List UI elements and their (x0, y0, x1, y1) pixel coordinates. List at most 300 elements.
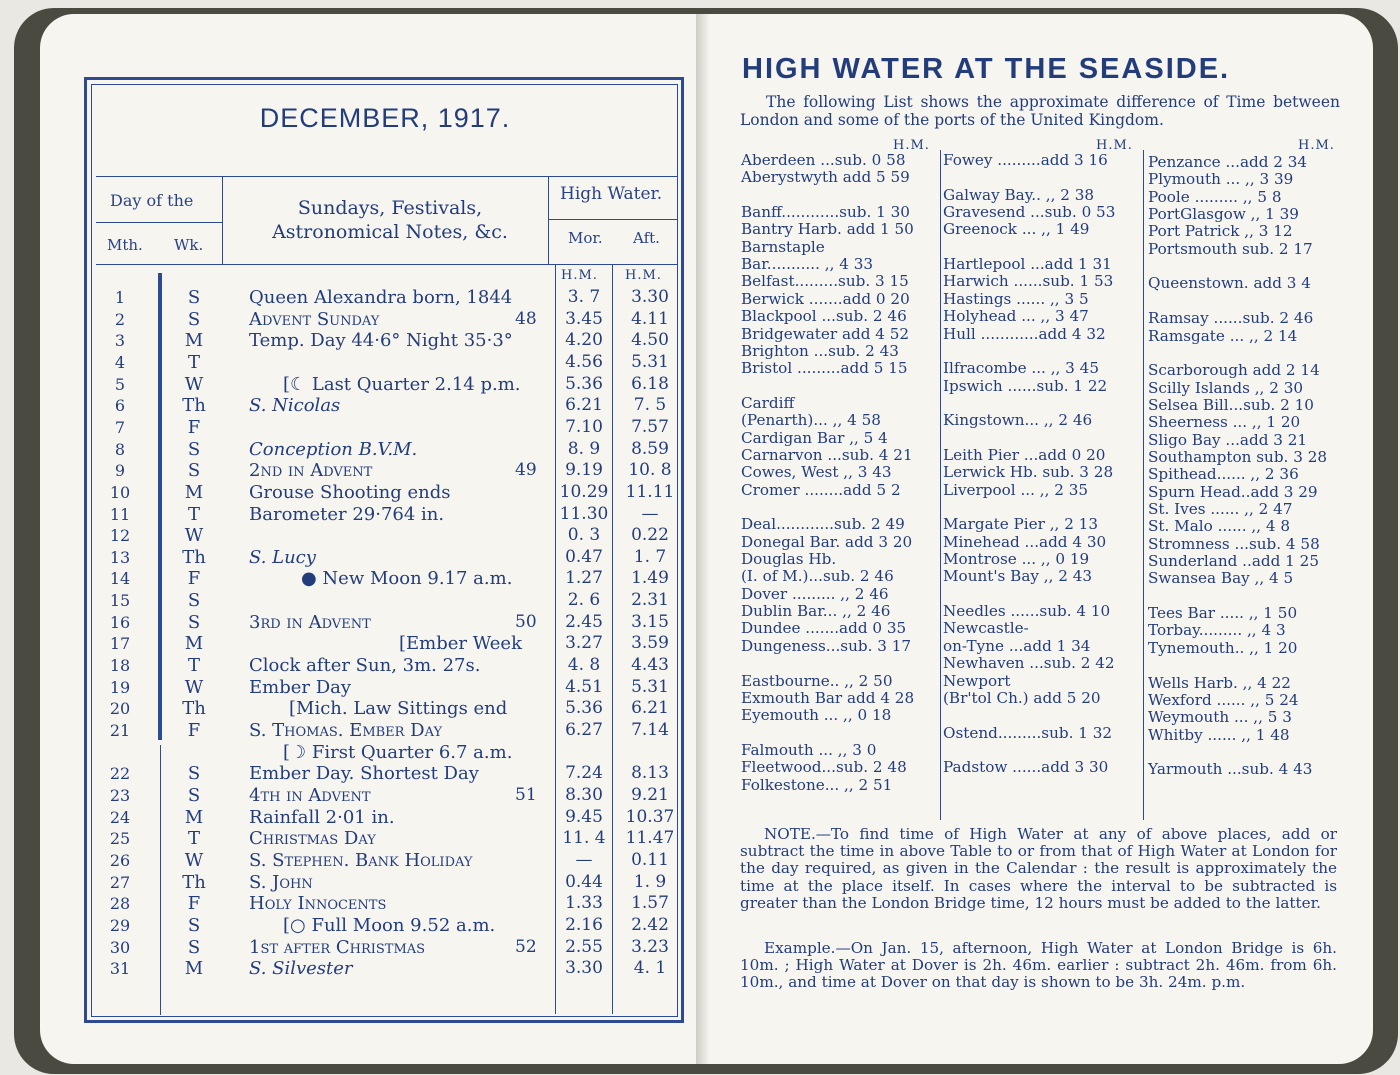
port-entry: Dublin Bar... ,, 2 46 (741, 602, 891, 621)
day-of-week: S (187, 936, 201, 958)
calendar-row (0, 504, 700, 525)
port-col-divider-2 (1143, 150, 1144, 820)
port-entry: Southampton sub. 3 28 (1148, 447, 1328, 466)
port-entry: Greenock ... ,, 1 49 (943, 220, 1090, 239)
calendar-note: Temp. Day 44·6° Night 35·3° (249, 330, 513, 352)
high-water-afternoon: 8.59 (631, 438, 669, 459)
day-of-week: S (187, 914, 201, 936)
port-entry: Bristol .........add 5 15 (741, 359, 908, 378)
high-water-afternoon: 4.50 (631, 330, 669, 351)
day-of-week: T (187, 828, 200, 850)
day-of-month: 8 (114, 439, 126, 459)
calendar-row (0, 720, 700, 741)
high-water-morning: 6.21 (565, 395, 603, 416)
port-entry: Portsmouth sub. 2 17 (1148, 239, 1313, 258)
hw-header-mid-rule (548, 219, 678, 220)
day-of-week: S (187, 590, 201, 612)
calendar-row (0, 937, 700, 958)
port-entry: Aberystwyth add 5 59 (741, 168, 910, 187)
high-water-morning: 4.51 (565, 676, 603, 697)
calendar-note: [Mich. Law Sittings end (289, 698, 508, 720)
day-of-month: 19 (109, 677, 131, 697)
mor-label: Mor. (568, 229, 603, 247)
day-of-month: 25 (109, 829, 131, 849)
day-of-week: W (184, 525, 204, 547)
calendar-note: Ember Day (249, 676, 352, 698)
sunday-number: 49 (515, 460, 537, 481)
day-of-the-label: Day of the (110, 191, 194, 210)
port-entry: Minehead ...add 4 30 (943, 532, 1107, 551)
day-of-week: F (187, 893, 201, 915)
port-entry: Gravesend ...sub. 0 53 (943, 203, 1116, 222)
day-of-month: 3 (114, 331, 126, 351)
sundays-header-line2: Astronomical Notes, &c. (272, 221, 508, 243)
port-entry: St. Ives ...... ,, 2 47 (1148, 500, 1293, 518)
day-of-week: S (187, 763, 201, 785)
port-entry: Wells Harb. ,, 4 22 (1148, 673, 1291, 692)
port-entry: Donegal Bar. add 3 20 (741, 532, 913, 551)
port-entry: Falmouth ... ,, 3 0 (741, 740, 877, 759)
port-entry: Ramsgate ... ,, 2 14 (1148, 326, 1298, 345)
high-water-afternoon: 3.59 (631, 633, 669, 654)
port-entry: on-Tyne ...add 1 34 (943, 636, 1091, 655)
calendar-note: 1st after Christmas (249, 936, 426, 958)
port-entry: Needles ......sub. 4 10 (943, 602, 1111, 621)
high-water-morning: 7.10 (565, 416, 603, 437)
calendar-row (0, 482, 700, 503)
high-water-morning: 4. 8 (567, 655, 601, 676)
calendar-note: Barometer 29·764 in. (249, 503, 445, 525)
day-of-week: W (184, 676, 204, 698)
day-of-week: M (184, 958, 204, 980)
high-water-afternoon: 4. 1 (633, 958, 667, 979)
high-water-morning: 0.47 (565, 546, 603, 567)
port-entry: Folkestone... ,, 2 51 (741, 775, 893, 794)
high-water-afternoon: — (641, 503, 659, 524)
high-water-afternoon: 7.14 (631, 720, 669, 740)
port-entry: Newport (943, 671, 1011, 690)
calendar-note: 2nd in Advent (249, 460, 373, 482)
calendar-note: S. Lucy (249, 546, 316, 568)
high-water-morning: — (575, 849, 593, 870)
day-of-month: 31 (109, 959, 131, 979)
calendar-note: 4th in Advent (249, 784, 371, 806)
port-entry: Spurn Head..add 3 29 (1148, 482, 1318, 501)
port-entry: Sheerness ... ,, 1 20 (1148, 413, 1301, 432)
port-entry: Tynemouth.. ,, 1 20 (1148, 638, 1298, 657)
calendar-row (0, 785, 700, 806)
high-water-afternoon: 10. 8 (628, 460, 672, 481)
calendar-note: [○ Full Moon 9.52 a.m. (283, 914, 496, 936)
seaside-example: Example.—On Jan. 15, afternoon, High Water at London Bridge is 6h. 10m. ; High Water at Dover is 2h. 46m. earlier : subtract 2h. 46m. from 6h. 10m., and time at Dover on that day is shown to be 3h. 24m. p.m. (740, 939, 1337, 992)
port-col-divider-1 (940, 150, 941, 820)
day-of-week: F (187, 720, 201, 741)
high-water-morning: 11.30 (559, 503, 609, 524)
port-entry: Deal............sub. 2 49 (741, 515, 905, 534)
port-entry: Bar........... ,, 4 33 (741, 255, 874, 274)
calendar-row (0, 287, 700, 308)
port-entry: Newcastle- (943, 619, 1029, 638)
calendar-row (0, 374, 700, 395)
port-entry: Banff............sub. 1 30 (741, 203, 910, 222)
day-of-week: M (184, 633, 204, 655)
high-water-morning: 4.20 (565, 330, 603, 351)
calendar-title: DECEMBER, 1917. (259, 103, 511, 133)
port-entry: Holyhead ... ,, 3 47 (943, 307, 1089, 326)
high-water-afternoon: 4.43 (631, 655, 669, 676)
day-of-week: W (184, 849, 204, 871)
port-entry: Tees Bar ..... ,, 1 50 (1148, 604, 1298, 623)
calendar-note: 3rd in Advent (249, 611, 371, 633)
day-of-month: 24 (109, 807, 131, 827)
calendar-row (0, 612, 700, 633)
day-of-week: T (187, 655, 200, 677)
port-entry: (Penarth)... ,, 4 58 (741, 411, 881, 430)
port-entry: Hull ............add 4 32 (943, 324, 1106, 343)
day-of-week: W (184, 373, 204, 395)
port-entry: Exmouth Bar add 4 28 (741, 688, 915, 707)
day-of-month: 28 (109, 894, 131, 914)
calendar-note: Grouse Shooting ends (249, 481, 451, 503)
day-of-week: M (184, 806, 204, 828)
day-of-month: 21 (109, 721, 131, 740)
port-entry: Dungeness...sub. 3 17 (741, 636, 912, 655)
port-entry: Ostend.........sub. 1 32 (943, 723, 1113, 742)
high-water-afternoon: 9.21 (631, 784, 669, 805)
port-entry: Bantry Harb. add 1 50 (741, 220, 914, 239)
day-header-divider (222, 176, 223, 264)
day-of-month: 9 (114, 461, 126, 481)
port-entry: (Br'tol Ch.) add 5 20 (943, 688, 1101, 707)
high-water-morning: 3.27 (565, 633, 603, 654)
aft-hm-label: H.M. (625, 268, 662, 283)
high-water-morning: 9.19 (565, 460, 603, 481)
calendar-row (0, 677, 700, 698)
high-water-afternoon: 2.42 (631, 914, 669, 935)
sunday-number: 50 (515, 611, 537, 632)
day-of-month: 11 (109, 504, 131, 524)
calendar-row (0, 915, 700, 936)
calendar-row (0, 439, 700, 460)
calendar-row (0, 807, 700, 828)
mth-label: Mth. (107, 236, 143, 254)
port-entry: Ipswich ......sub. 1 22 (943, 376, 1108, 395)
port-entry: Dover ......... ,, 2 46 (741, 584, 889, 603)
day-of-month: 5 (114, 374, 126, 394)
high-water-morning: 6.27 (565, 720, 603, 740)
port-entry: Poole ......... ,, 5 8 (1148, 187, 1282, 206)
seaside-note: NOTE.—To find time of High Water at any of above places, add or subtract the time in above Table to or from that of High Water at London for the day required, as given in the Calendar : the result is approximately the time at the place itself. In cases where the interval to be subtracted is greater than the London Bridge time, 12 hours must be added to the latter. (740, 825, 1337, 912)
sundays-header (240, 196, 540, 244)
sundays-header-line1: Sundays, Festivals, (297, 197, 483, 219)
calendar-note: ● New Moon 9.17 a.m. (301, 568, 513, 590)
high-water-morning: 0.44 (565, 871, 603, 892)
high-water-afternoon: 7.57 (631, 416, 669, 437)
high-water-afternoon: 6.18 (631, 373, 669, 394)
day-of-week: S (187, 611, 201, 633)
calendar-note: [Ember Week (399, 633, 522, 655)
sunday-number: 51 (515, 784, 537, 805)
port-entry: Dundee .......add 0 35 (741, 619, 907, 638)
calendar-note: Holy Innocents (249, 893, 387, 915)
day-of-month: 7 (114, 417, 126, 437)
high-water-label: High Water. (560, 184, 663, 204)
high-water-morning: 4.56 (565, 351, 603, 372)
port-entry: Spithead...... ,, 2 36 (1148, 465, 1299, 484)
port-entry: Harwich ......sub. 1 53 (943, 272, 1114, 291)
high-water-afternoon: 5.31 (631, 676, 669, 697)
high-water-morning: 5.36 (565, 373, 603, 394)
day-of-month: 17 (109, 634, 131, 654)
port-entry: Brighton ...sub. 2 43 (741, 341, 899, 360)
seaside-title: HIGH WATER AT THE SEASIDE. (742, 53, 1231, 85)
col1-hm-label: H.M. (893, 138, 930, 153)
calendar-note: S. Nicolas (249, 395, 341, 417)
calendar-note: [☾ Last Quarter 2.14 p.m. (283, 373, 521, 395)
calendar-row (0, 958, 700, 979)
calendar-note: S. Stephen. Bank Holiday (249, 849, 473, 871)
calendar-row (0, 330, 700, 351)
calendar-note: Advent Sunday (249, 308, 380, 330)
high-water-afternoon: 5.31 (631, 351, 669, 372)
high-water-morning: 1.27 (565, 568, 603, 589)
high-water-morning: 2.16 (565, 914, 603, 935)
day-of-month: 10 (109, 482, 131, 502)
port-entry: Kingstown... ,, 2 46 (943, 411, 1093, 430)
port-entry: Belfast.........sub. 3 15 (741, 272, 909, 291)
day-of-month: 27 (109, 872, 131, 892)
high-water-morning: 5.36 (565, 698, 603, 719)
calendar-note: S. Silvester (249, 958, 353, 980)
port-entry: Douglas Hb. (741, 550, 837, 569)
port-entry: Stromness ...sub. 4 58 (1148, 534, 1320, 553)
high-water-afternoon: 2.31 (631, 590, 669, 611)
day-header-mid-rule (96, 222, 222, 223)
high-water-morning: 3.45 (565, 308, 603, 329)
day-of-month: 1 (114, 288, 126, 307)
port-entry: Hastings ...... ,, 3 5 (943, 289, 1089, 308)
high-water-afternoon: 1. 7 (633, 546, 667, 567)
sunday-number: 52 (515, 936, 537, 957)
port-entry: Carnarvon ...sub. 4 21 (741, 445, 913, 464)
calendar-row (0, 309, 700, 330)
high-water-morning: 8.30 (565, 784, 603, 805)
calendar-row (0, 763, 700, 784)
port-entry: Scilly Islands ,, 2 30 (1148, 378, 1304, 397)
port-entry: PortGlasgow ,, 1 39 (1148, 205, 1299, 224)
day-of-month: 12 (109, 526, 131, 546)
port-entry: Weymouth ... ,, 5 3 (1148, 708, 1292, 727)
calendar-row (0, 633, 700, 654)
calendar-note: Queen Alexandra born, 1844 (249, 287, 513, 308)
calendar-row (0, 850, 700, 871)
calendar-row (0, 742, 700, 763)
day-of-month: 18 (109, 656, 131, 676)
port-entry: Eastbourne.. ,, 2 50 (741, 671, 893, 690)
port-entry: Bridgewater add 4 52 (741, 324, 910, 343)
port-entry: Montrose ... ,, 0 19 (943, 550, 1090, 569)
day-of-month: 20 (109, 699, 131, 719)
high-water-afternoon: 7. 5 (633, 395, 667, 416)
calendar-note: Ember Day. Shortest Day (249, 763, 479, 785)
day-of-month: 23 (109, 785, 131, 805)
day-of-week: F (187, 416, 201, 438)
port-entry: Wexford ...... ,, 5 24 (1148, 690, 1299, 709)
day-of-month: 2 (114, 309, 126, 329)
port-entry: Ilfracombe ... ,, 3 45 (943, 359, 1099, 378)
day-of-week: T (187, 503, 200, 525)
high-water-afternoon: 4.11 (631, 308, 669, 329)
port-entry: Liverpool ... ,, 2 35 (943, 480, 1089, 499)
day-of-month: 16 (109, 612, 131, 632)
high-water-morning: 8. 9 (567, 438, 601, 459)
port-entry: Berwick .......add 0 20 (741, 289, 910, 308)
calendar-row (0, 460, 700, 481)
high-water-afternoon: 1. 9 (633, 871, 667, 892)
calendar-row (0, 590, 700, 611)
high-water-morning: 2.55 (565, 936, 603, 957)
day-of-week: S (187, 784, 201, 806)
high-water-morning: 10.29 (559, 481, 609, 502)
day-of-week: M (184, 481, 204, 503)
high-water-morning: 1.33 (565, 893, 603, 914)
header-top-rule (96, 176, 678, 177)
port-entry: Hartlepool ...add 1 31 (943, 255, 1112, 274)
high-water-afternoon: 3.23 (631, 936, 669, 957)
calendar-row (0, 395, 700, 416)
high-water-morning: 3.30 (565, 958, 603, 979)
high-water-morning: 7.24 (565, 763, 603, 784)
port-entry: Cowes, West ,, 3 43 (741, 463, 892, 482)
port-entry: Port Patrick ,, 3 12 (1148, 222, 1293, 241)
port-entry: Cardigan Bar ,, 5 4 (741, 428, 888, 447)
day-of-week: M (184, 330, 204, 352)
calendar-note: S. John (249, 871, 313, 893)
port-entry: Barnstaple (741, 237, 825, 256)
col3-hm-label: H.M. (1298, 138, 1335, 153)
port-entry: Margate Pier ,, 2 13 (943, 515, 1099, 534)
seaside-intro: The following List shows the approximate difference of Time between London and some of the ports of the United Kingdom. (740, 93, 1340, 129)
day-of-week: S (187, 287, 201, 308)
day-of-week: S (187, 438, 201, 460)
high-water-afternoon: 8.13 (631, 763, 669, 784)
calendar-row (0, 893, 700, 914)
wk-label: Wk. (174, 236, 204, 254)
high-water-afternoon: 11.11 (625, 481, 675, 502)
calendar-note: Christmas Day (249, 828, 376, 850)
day-of-week: S (187, 308, 201, 330)
mor-hm-label: H.M. (561, 268, 598, 283)
calendar-note: [☽ First Quarter 6.7 a.m. (283, 741, 513, 763)
high-water-afternoon: 6.21 (631, 698, 669, 719)
day-of-month: 14 (109, 569, 131, 589)
high-water-morning: 11. 4 (562, 828, 606, 849)
calendar-row (0, 568, 700, 589)
port-entry: Mount's Bay ,, 2 43 (943, 567, 1093, 586)
high-water-afternoon: 3.15 (631, 611, 669, 632)
port-entry: Ramsay ......sub. 2 46 (1148, 309, 1314, 328)
port-entry: Cardiff (741, 393, 795, 412)
port-entry: St. Malo ...... ,, 4 8 (1148, 517, 1291, 536)
port-entry: Cromer ........add 5 2 (741, 480, 901, 499)
day-of-month: 22 (109, 764, 131, 784)
port-entry: Padstow ......add 3 30 (943, 758, 1109, 777)
port-entry: Whitby ...... ,, 1 48 (1148, 725, 1290, 744)
day-of-week: Th (182, 871, 206, 893)
calendar-note: Rainfall 2·01 in. (249, 806, 395, 828)
high-water-afternoon: 11.47 (625, 828, 675, 849)
calendar-row (0, 547, 700, 568)
calendar-note: Conception B.V.M. (249, 438, 418, 460)
day-of-month: 29 (109, 915, 131, 935)
port-entry: (I. of M.)...sub. 2 46 (741, 567, 894, 586)
day-of-month: 4 (114, 352, 126, 372)
sunday-number: 48 (515, 308, 537, 329)
port-entry: Sunderland ..add 1 25 (1148, 552, 1319, 571)
port-entry: Galway Bay.. ,, 2 38 (943, 185, 1095, 204)
port-entry: Newhaven ...sub. 2 42 (943, 654, 1115, 673)
calendar-row (0, 525, 700, 546)
high-water-afternoon: 1.57 (631, 893, 669, 914)
port-entry: Fleetwood...sub. 2 48 (741, 758, 907, 777)
high-water-afternoon: 3.30 (631, 287, 669, 307)
port-entry: Yarmouth ...sub. 4 43 (1148, 760, 1313, 779)
hw-header-divider (548, 176, 549, 264)
day-of-month: 6 (114, 396, 126, 416)
day-of-month: 15 (109, 591, 131, 611)
calendar-note: S. Thomas. Ember Day (249, 720, 443, 741)
port-entry: Queenstown. add 3 4 (1148, 274, 1311, 293)
day-of-month: 26 (109, 850, 131, 870)
high-water-afternoon: 1.49 (631, 568, 669, 589)
high-water-morning: 3. 7 (567, 287, 601, 307)
port-entry: Leith Pier ...add 0 20 (943, 445, 1106, 464)
high-water-afternoon: 10.37 (625, 806, 675, 827)
day-of-week: T (187, 351, 200, 373)
calendar-row (0, 828, 700, 849)
day-of-week: S (187, 460, 201, 482)
col2-hm-label: H.M. (1096, 138, 1133, 153)
high-water-morning: 9.45 (565, 806, 603, 827)
port-entry: Sligo Bay ...add 3 21 (1148, 430, 1308, 449)
day-of-month: 13 (109, 547, 131, 567)
port-entry: Scarborough add 2 14 (1148, 361, 1320, 380)
port-entry: Eyemouth ... ,, 0 18 (741, 706, 892, 725)
day-of-week: Th (182, 546, 206, 568)
high-water-morning: 2. 6 (567, 590, 601, 611)
port-entry: Fowey .........add 3 16 (943, 151, 1108, 169)
port-entry: Plymouth ... ,, 3 39 (1148, 170, 1294, 189)
day-of-week: Th (182, 395, 206, 417)
calendar-row (0, 352, 700, 373)
calendar-row (0, 417, 700, 438)
calendar-row (0, 698, 700, 719)
day-of-week: Th (182, 698, 206, 720)
calendar-note: Clock after Sun, 3m. 27s. (249, 655, 481, 677)
port-entry: Lerwick Hb. sub. 3 28 (943, 463, 1114, 482)
port-entry: Penzance ...add 2 34 (1148, 153, 1308, 171)
high-water-afternoon: 0.22 (631, 525, 669, 546)
calendar-row (0, 655, 700, 676)
port-entry: Blackpool ...sub. 2 46 (741, 307, 907, 326)
port-entry: Aberdeen ...sub. 0 58 (741, 151, 906, 169)
header-bottom-rule (96, 264, 678, 265)
high-water-afternoon: 0.11 (631, 849, 669, 870)
high-water-morning: 2.45 (565, 611, 603, 632)
high-water-morning: 0. 3 (567, 525, 601, 546)
day-of-week: F (187, 568, 201, 590)
port-entry: Torbay......... ,, 4 3 (1148, 621, 1286, 640)
